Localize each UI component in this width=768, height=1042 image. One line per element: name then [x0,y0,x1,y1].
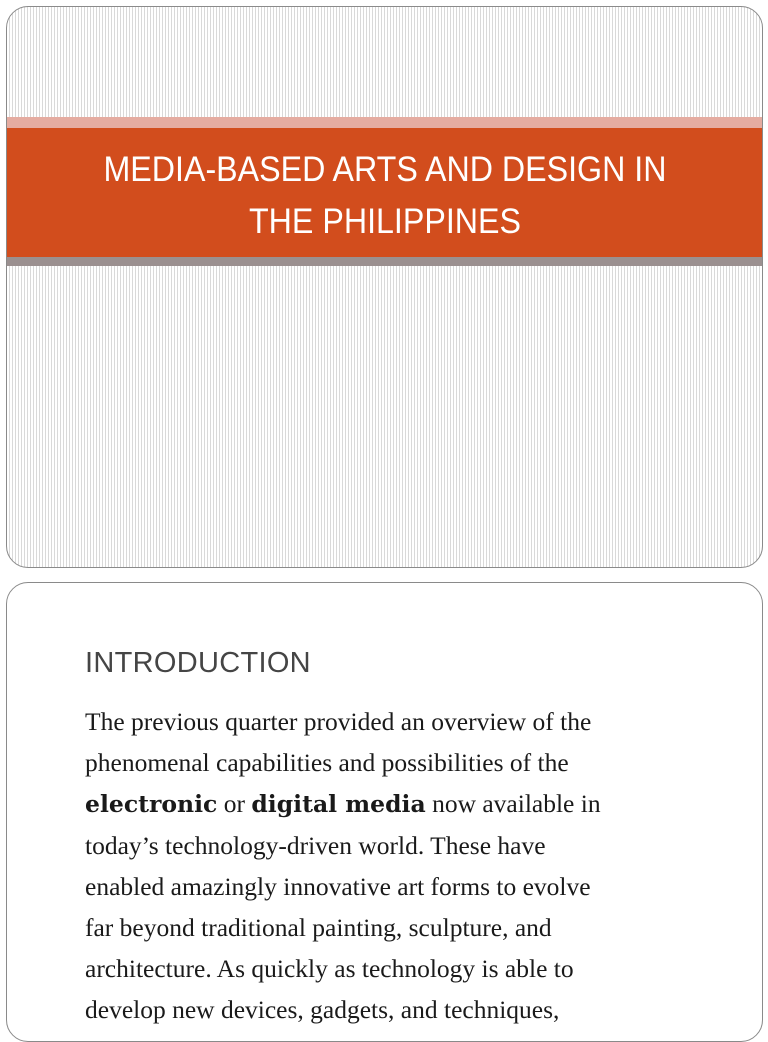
paragraph-line-6: far beyond traditional painting, sculpture, and [85,913,552,942]
slide-title [63,144,707,248]
title-band-bottom-stripe [7,257,762,266]
slide-title-line-1: MEDIA-BASED ARTS AND DESIGN IN [102,149,667,189]
paragraph-line-1: The previous quarter provided an overview of the [85,707,592,736]
slide-title-line-2: THE PHILIPPINES [248,201,521,241]
term-digital-media: digital media [251,790,426,818]
introduction-slide [6,582,763,1042]
paragraph-line-7: architecture. As quickly as technology is able to [85,954,574,983]
title-band [7,128,762,257]
connector-or: or [217,789,252,818]
term-electronic: electronic [85,790,218,818]
title-slide [6,6,763,568]
paragraph-line-8: develop new devices, gadgets, and techniques, [85,995,560,1024]
paragraph-line-3 [85,783,725,825]
paragraph-line-2: phenomenal capabilities and possibilities of the [85,748,569,777]
body-paragraph [85,701,725,1030]
paragraph-line-5: enabled amazingly innovative art forms to evolve [85,872,591,901]
title-band-top-stripe [7,117,762,128]
line-3-rest: now available in [425,789,601,818]
paragraph-line-4: today’s technology-driven world. These have [85,831,546,860]
section-heading: INTRODUCTION [85,647,311,679]
